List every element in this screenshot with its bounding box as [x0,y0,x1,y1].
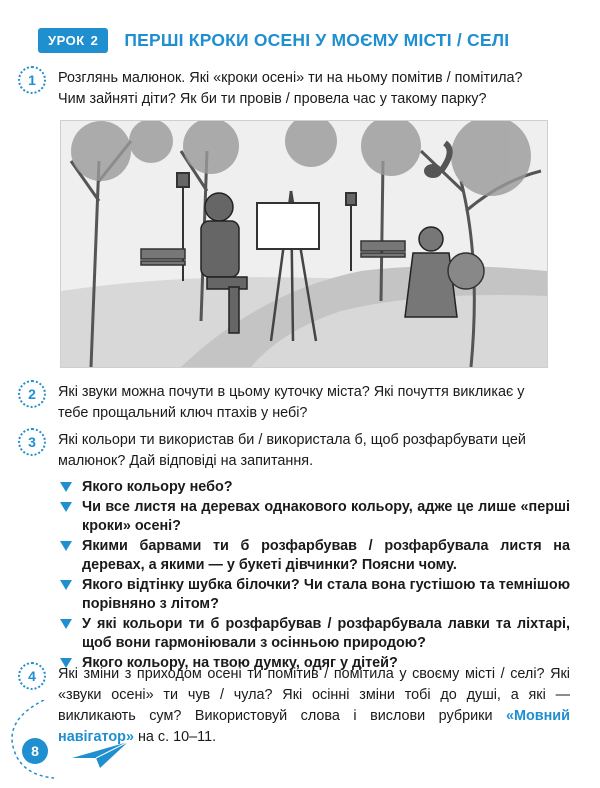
list-item [58,498,570,537]
list-item [58,478,570,498]
lesson-badge [38,28,108,53]
list-item [58,537,570,576]
lesson-label: УРОК [48,32,85,48]
task-1 [24,68,570,110]
list-item [58,576,570,615]
lesson-header [38,26,509,54]
task-3 [24,430,570,673]
task-1-text [58,68,570,110]
triangle-bullet-icon [60,482,72,492]
lesson-number: 2 [90,32,99,48]
triangle-bullet-icon [60,580,72,590]
task-4-text-before: Які зміни з приходом осені ти помітив / помітила у своєму місті / селі? Які «звуки осені» ти чув / чула? Які осінні зміни тобі до душі, а які — викликають сум? Використовуй слова і вислови рубрики [58,666,570,724]
task-4-text-after: на с. 10–11. [137,729,217,745]
task-1-line-2: Чим зайняті діти? Як би ти провів / провела час у такому парку? [58,91,487,107]
task-1-line-1: Розглянь малюнок. Які «кроки осені» ти на ньому помітив / помітила? [58,70,523,86]
task-2-line-1: Які звуки можна почути в цьому куточку міста? Які почуття викликає у [58,384,525,400]
question-text: Якого відтінку шубка білочки? Чи стала вона густішою та темнішою порівняно з літом? [82,576,570,612]
lesson-title: ПЕРШІ КРОКИ ОСЕНІ У МОЄМУ МІСТІ / СЕЛІ [124,29,510,50]
triangle-bullet-icon [60,502,72,512]
task-4 [24,664,570,748]
autumn-park-illustration [60,120,548,368]
task-number-4: 4 [18,662,46,690]
task-3-line-1: Які кольори ти використав би / використала б, щоб розфарбувати цей [58,432,526,448]
task-number-1: 1 [18,66,46,94]
question-list [58,478,570,673]
task-2-line-2: тебе прощальний ключ птахів у небі? [58,405,308,421]
triangle-bullet-icon [60,619,72,629]
task-number-2: 2 [18,380,46,408]
task-3-text [58,430,570,472]
speech-navigator-link[interactable]: «Мовний навігатор» [58,708,570,745]
task-3-line-2: малюнок? Дай відповіді на запитання. [58,453,314,469]
task-2 [24,382,570,424]
paper-plane-icon [70,740,130,770]
list-item [58,615,570,654]
task-number-3: 3 [18,428,46,456]
triangle-bullet-icon [60,541,72,551]
task-4-text [58,664,570,748]
task-2-text [58,382,570,424]
question-text: Якими барвами ти б розфарбував / розфарбувала листя на деревах, а якими — у букеті дівчинки? Поясни чому. [82,537,570,573]
page-number: 8 [22,738,48,764]
question-text: Якого кольору небо? [82,479,233,495]
question-text: Чи все листя на деревах однакового кольору, адже це лише «перші кроки» осені? [82,498,570,534]
question-text: У які кольори ти б розфарбував / розфарбувала лавки та ліхтарі, щоб вони гармоніювали з осінньою природою? [82,615,570,651]
question-text: Якого кольору, на твою думку, одяг у дітей? [82,654,398,671]
